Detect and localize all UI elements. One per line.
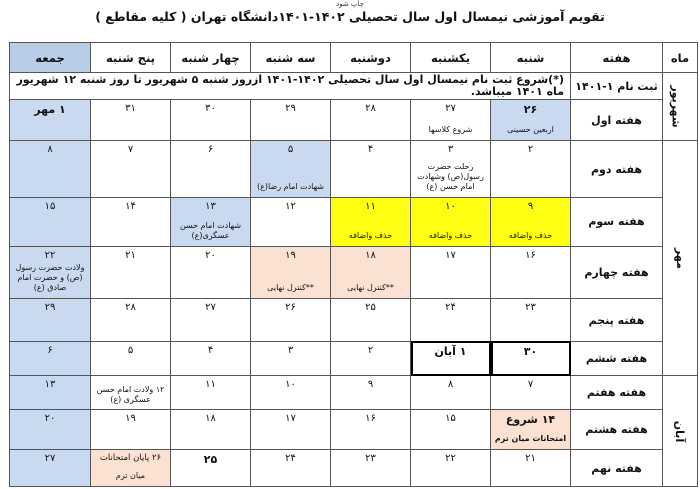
month-mehr: مهر [663, 141, 698, 376]
day-cell: ۱۰ حذف واضافه [411, 198, 491, 247]
day-cell: ۲۸ [91, 299, 171, 342]
day-cell: ۹ [331, 376, 411, 409]
day-cell: ۱۵ [10, 198, 91, 247]
day-cell: ۲۷ شروع کلاسها [411, 99, 491, 141]
day-cell: ۲۴ [251, 450, 331, 487]
day-cell: ۲۰ [10, 409, 91, 450]
col-header-wednesday: چهار شنبه [171, 43, 251, 73]
day-cell: ۲۶ پایان امتحانات میان ترم [91, 450, 171, 487]
day-cell: ۲۷ [10, 450, 91, 487]
day-cell: ۱۳ شهادت امام حسن عسگری(ع) [171, 198, 251, 247]
day-cell: ۲۳ [491, 299, 571, 342]
table-row [10, 341, 698, 375]
day-cell: ۳۰ [171, 99, 251, 141]
day-cell: ۱۶ [491, 246, 571, 299]
print-note: چاپ شود [336, 0, 364, 8]
day-cell: ۱۸ **کنترل نهایی [331, 246, 411, 299]
day-cell: ۲۳ [331, 450, 411, 487]
day-cell: ۳۰ [491, 341, 571, 375]
day-cell: ۲۵ [171, 450, 251, 487]
day-cell: ۳ رحلت حضرت رسول(ص) وشهادت امام حسن (ع) [411, 141, 491, 198]
day-cell: ۷ [91, 141, 171, 198]
col-header-week: هفته [571, 43, 663, 73]
day-cell: ۱۱ [171, 376, 251, 409]
week-label: هفته دوم [571, 141, 663, 198]
day-cell: ۱۲ ولادت امام حسن عسگری (ع) [91, 376, 171, 409]
day-cell: ۲۹ [10, 299, 91, 342]
table-row [10, 246, 698, 299]
week-label: هفته سوم [571, 198, 663, 247]
month-shahrivar: شهریور [663, 73, 698, 141]
day-cell: ۲۸ [331, 99, 411, 141]
day-cell: ۱۹ **کنترل نهایی [251, 246, 331, 299]
day-cell: ۱۹ [91, 409, 171, 450]
day-cell: ۶ [10, 341, 91, 375]
day-cell: ۱۱ حذف واضافه [331, 198, 411, 247]
col-header-friday: جمعه [10, 43, 91, 73]
day-cell: ۲۱ [491, 450, 571, 487]
week-label: هفته پنجم [571, 299, 663, 342]
table-row [10, 99, 698, 141]
day-cell: ۲۲ [411, 450, 491, 487]
table-row [10, 450, 698, 487]
day-cell: ۱ مهر [10, 99, 91, 141]
day-cell: ۸ [411, 376, 491, 409]
day-cell: ۱۷ [251, 409, 331, 450]
day-cell: ۴ [331, 141, 411, 198]
day-cell: ۲۰ [171, 246, 251, 299]
day-cell: ۲ [491, 141, 571, 198]
header-row [10, 43, 698, 73]
registration-label: ثبت نام ۱-۱۴۰۱ [571, 73, 663, 99]
col-header-tuesday: سه شنبه [251, 43, 331, 73]
academic-calendar-table [9, 42, 698, 487]
week-label: هفته هشتم [571, 409, 663, 450]
registration-row [10, 73, 698, 99]
day-cell: ۳ [251, 341, 331, 375]
table-row [10, 409, 698, 450]
day-cell: ۷ [491, 376, 571, 409]
col-header-sunday: یکشنبه [411, 43, 491, 73]
day-cell: ۳۱ [91, 99, 171, 141]
week-label: هفته هفتم [571, 376, 663, 409]
day-cell: ۱۴ شروع امتحانات میان ترم [491, 409, 571, 450]
day-cell: ۲۵ [331, 299, 411, 342]
table-row [10, 198, 698, 247]
day-cell: ۲۶ اربعین حسینی [491, 99, 571, 141]
day-cell: ۶ [171, 141, 251, 198]
week-label: هفته ششم [571, 341, 663, 375]
page-title: تقویم آموزشی نیمسال اول سال تحصیلی ۱۴۰۲-۱۴۰۱دانشگاه تهران ( کلیه مقاطع ) [95, 9, 605, 24]
month-aban: آبان [663, 376, 698, 487]
week-label: هفته چهارم [571, 246, 663, 299]
day-cell: ۲۱ [91, 246, 171, 299]
day-cell: ۸ [10, 141, 91, 198]
day-cell: ۲۶ [251, 299, 331, 342]
col-header-month: ماه [663, 43, 698, 73]
day-cell: ۲ [331, 341, 411, 375]
day-cell: ۱۸ [171, 409, 251, 450]
day-cell: ۴ [171, 341, 251, 375]
registration-text: (*)شروع ثبت نام نیمسال اول سال تحصیلی ۱۴۰۲-۱۴۰۱ ازروز شنبه ۵ شهریور تا روز شنبه ۱۲ شهریور ماه ۱۴۰۱ میباشد. [10, 73, 571, 99]
day-cell: ۵ شهادت امام رضا(ع) [251, 141, 331, 198]
day-cell: ۹ حذف واضافه [491, 198, 571, 247]
day-cell: ۱۴ [91, 198, 171, 247]
col-header-thursday: پنج شنبه [91, 43, 171, 73]
day-cell: ۲۴ [411, 299, 491, 342]
table-row [10, 299, 698, 342]
day-cell: ۱۷ [411, 246, 491, 299]
day-cell: ۱۳ [10, 376, 91, 409]
day-cell: ۲۹ [251, 99, 331, 141]
col-header-saturday: شنبه [491, 43, 571, 73]
table-row [10, 376, 698, 409]
table-row [10, 141, 698, 198]
day-cell: ۵ [91, 341, 171, 375]
day-cell: ۱ آبان [411, 341, 491, 375]
day-cell: ۲۲ ولادت حضرت رسول (ص) و حضرت امام صادق (ع) [10, 246, 91, 299]
week-label: هفته اول [571, 99, 663, 141]
day-cell: ۱۰ [251, 376, 331, 409]
day-cell: ۱۶ [331, 409, 411, 450]
day-cell: ۱۲ [251, 198, 331, 247]
week-label: هفته نهم [571, 450, 663, 487]
col-header-monday: دوشنبه [331, 43, 411, 73]
day-cell: ۱۵ [411, 409, 491, 450]
day-cell: ۲۷ [171, 299, 251, 342]
